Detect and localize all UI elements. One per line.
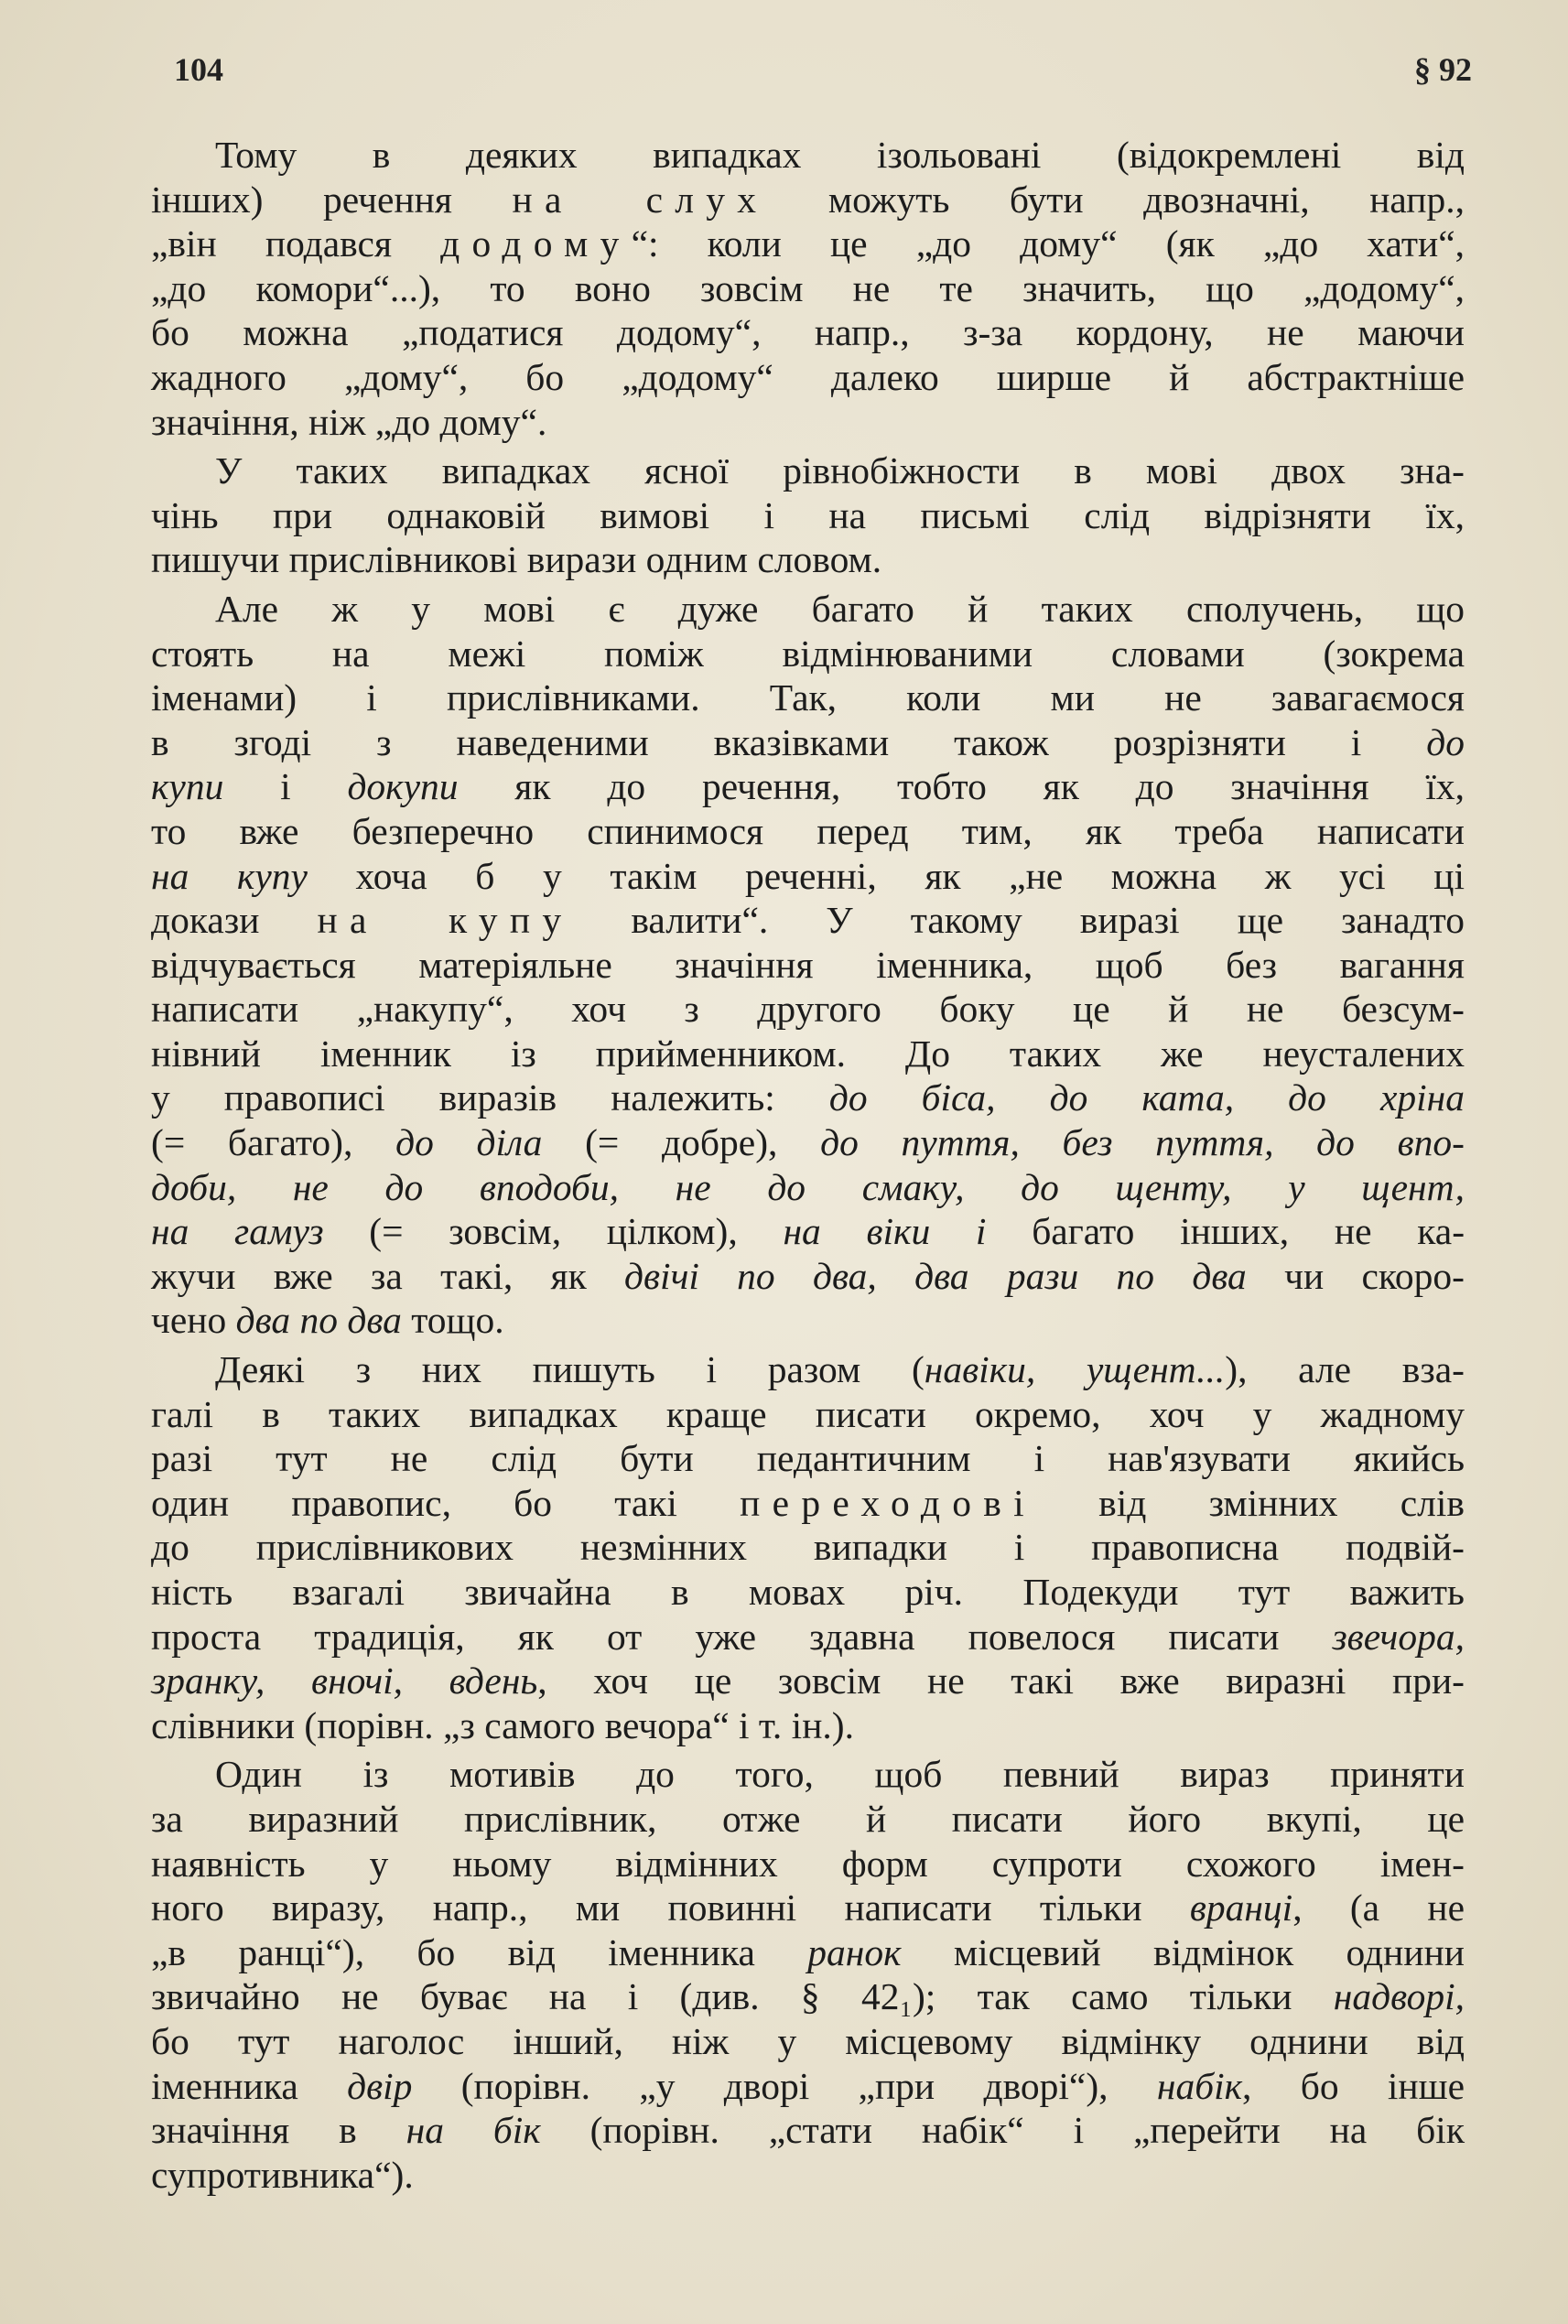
italic-term: двічі по два, два рази по два bbox=[624, 1254, 1247, 1297]
italic-term: купи bbox=[151, 765, 224, 808]
text-line bbox=[151, 1797, 1465, 1842]
text-line bbox=[151, 133, 1465, 178]
text-line bbox=[151, 587, 1465, 632]
text-line bbox=[151, 632, 1465, 676]
paragraph bbox=[151, 1752, 1465, 2197]
text-run: за виразний прислівник, отже й писати його вкупі, це bbox=[151, 1797, 1465, 1840]
text-run: валити“. У такому виразі ще занадто bbox=[573, 899, 1465, 942]
text-line bbox=[151, 355, 1465, 400]
italic-term: на купу bbox=[151, 854, 308, 897]
paragraph bbox=[151, 587, 1465, 1343]
text-run: „він подався bbox=[151, 222, 441, 265]
text-line bbox=[151, 1209, 1465, 1254]
text-run: в згоді з наведеними вказівками також розрізняти і bbox=[151, 720, 1427, 763]
text-run: від змінних слів bbox=[1035, 1481, 1465, 1524]
text-run: докази bbox=[151, 899, 318, 942]
text-run: ного виразу, напр., ми повинні написати тільки bbox=[151, 1886, 1190, 1929]
text-run: ність взагалі звичайна в мовах річ. Подекуди тут важить bbox=[151, 1571, 1465, 1613]
text-run: „в ранці“), бо від іменника bbox=[151, 1930, 808, 1973]
text-line bbox=[151, 1525, 1465, 1570]
text-line bbox=[151, 1886, 1465, 1930]
text-line bbox=[151, 2019, 1465, 2064]
text-run: (= зовсім, цілком), bbox=[323, 1210, 784, 1253]
text-run: до прислівникових незмінних випадки і правописна подвій- bbox=[151, 1526, 1465, 1569]
italic-term: до діла bbox=[395, 1121, 543, 1164]
italic-term: два по два bbox=[235, 1299, 402, 1342]
text-run: можуть бути двозначні, напр., bbox=[768, 178, 1465, 221]
text-line bbox=[151, 898, 1465, 943]
text-run: як до речення, тобто як до значіння їх, bbox=[458, 765, 1465, 808]
italic-term: до біса, до ката, до хріна bbox=[828, 1076, 1465, 1119]
text-run: “: коли це „до дому“ (як „до хати“, bbox=[631, 222, 1465, 265]
italic-term: надворі, bbox=[1333, 1975, 1465, 2018]
text-run: супротивника“). bbox=[151, 2153, 414, 2196]
italic-term: на віки і bbox=[783, 1210, 987, 1253]
text-line bbox=[151, 400, 1465, 445]
text-run: (= добре), bbox=[542, 1121, 821, 1164]
text-run: один правопис, бо такі bbox=[151, 1481, 741, 1524]
italic-term: зранку, вночі, вдень bbox=[151, 1659, 538, 1702]
text-run: іменами) і прислівниками. Так, коли ми не завагаємося bbox=[151, 676, 1465, 719]
text-run: пишучи прислівникові вирази одним словом. bbox=[151, 538, 882, 581]
italic-term: доби, не до вподоби, не до смаку, до щенту, у щент, bbox=[151, 1165, 1465, 1208]
text-line bbox=[151, 310, 1465, 355]
text-run: чи скоро- bbox=[1246, 1254, 1465, 1297]
text-line bbox=[151, 1347, 1465, 1392]
italic-term: до bbox=[1426, 720, 1465, 763]
text-line bbox=[151, 809, 1465, 854]
text-run: чінь при однаковій вимові і на письмі слід відрізняти їх, bbox=[151, 493, 1465, 536]
text-run: ), але вза- bbox=[1225, 1348, 1465, 1391]
text-run: відчувається матеріяльне значіння іменника, щоб без вагання bbox=[151, 943, 1465, 986]
text-line bbox=[151, 178, 1465, 222]
text-run: у правописі виразів належить: bbox=[151, 1076, 829, 1119]
text-line bbox=[151, 854, 1465, 899]
text-run: разі тут не слід бути педантичним і нав'язувати якийсь bbox=[151, 1437, 1465, 1480]
text-run: тощо. bbox=[401, 1299, 504, 1342]
text-line bbox=[151, 1481, 1465, 1526]
text-line bbox=[151, 2108, 1465, 2153]
text-line bbox=[151, 1615, 1465, 1659]
italic-term: докупи bbox=[347, 765, 459, 808]
text-run: багато інших, не ка- bbox=[986, 1210, 1465, 1253]
text-run: написати „накупу“, хоч з другого боку це й не безсум- bbox=[151, 988, 1465, 1031]
text-run: значіння, ніж „до дому“. bbox=[151, 400, 547, 443]
paragraph bbox=[151, 133, 1465, 444]
text-run: (= багато), bbox=[151, 1121, 396, 1164]
text-run: наявність у ньому відмінних форм супроти схожого імен- bbox=[151, 1842, 1465, 1885]
text-line bbox=[151, 449, 1465, 493]
text-line bbox=[151, 222, 1465, 266]
body-text bbox=[151, 133, 1465, 2197]
text-run: то вже безперечно спинимося перед тим, як треба написати bbox=[151, 809, 1465, 852]
text-line bbox=[151, 1570, 1465, 1615]
italic-term: до пуття, без пуття, до впо- bbox=[820, 1121, 1465, 1164]
text-line bbox=[151, 676, 1465, 720]
text-line bbox=[151, 1120, 1465, 1165]
text-line bbox=[151, 1254, 1465, 1299]
text-run: звичайно не буває на і (див. § 42₁); так само тільки bbox=[151, 1975, 1334, 2018]
paragraph bbox=[151, 1347, 1465, 1747]
italic-term: навіки, ущент... bbox=[924, 1348, 1226, 1391]
italic-term: на гамуз bbox=[151, 1210, 324, 1253]
text-line bbox=[151, 1703, 1465, 1748]
text-line bbox=[151, 2064, 1465, 2109]
text-run: і bbox=[223, 765, 348, 808]
text-line bbox=[151, 1974, 1465, 2019]
text-run: проста традиція, як от уже здавна повелося писати bbox=[151, 1615, 1333, 1658]
spaced-emphasis: переходові bbox=[740, 1481, 1036, 1524]
text-run: галі в таких випадках краще писати окремо, хоч у жадному bbox=[151, 1392, 1465, 1435]
text-run: „до комори“...), то воно зовсім не те значить, що „додому“, bbox=[151, 266, 1465, 309]
text-line bbox=[151, 1842, 1465, 1886]
spaced-emphasis: додому bbox=[440, 222, 632, 265]
italic-term: ранок bbox=[807, 1930, 902, 1973]
page-header bbox=[174, 50, 1472, 105]
text-run: стоять на межі поміж відмінюваними словами (зокрема bbox=[151, 632, 1465, 675]
text-run: Тому в деяких випадках ізольовані (відокремлені від bbox=[215, 134, 1465, 176]
text-run: (порівн. „у дворі „при дворі“), bbox=[412, 2064, 1157, 2107]
text-line bbox=[151, 1659, 1465, 1703]
text-run: слівники (порівн. „з самого вечора“ і т. ін.). bbox=[151, 1703, 854, 1746]
text-run: хоча б у такім реченні, як „не можна ж усі ці bbox=[307, 854, 1465, 897]
text-run: , бо інше bbox=[1242, 2064, 1465, 2107]
text-run: , (а не bbox=[1292, 1886, 1465, 1929]
text-line bbox=[151, 266, 1465, 311]
text-line bbox=[151, 1298, 1465, 1343]
italic-term: звечора, bbox=[1332, 1615, 1465, 1658]
text-line bbox=[151, 720, 1465, 765]
text-line bbox=[151, 1032, 1465, 1076]
italic-term: на бік bbox=[406, 2109, 541, 2152]
text-line bbox=[151, 493, 1465, 538]
text-line bbox=[151, 2153, 1465, 2198]
text-line bbox=[151, 1930, 1465, 1975]
text-run: чено bbox=[151, 1299, 236, 1342]
text-run: інших) речення bbox=[151, 178, 513, 221]
text-run: Деякі з них пишуть і разом ( bbox=[215, 1348, 925, 1391]
text-line bbox=[151, 1165, 1465, 1210]
text-run: нівний іменник із прийменником. До таких же неусталених bbox=[151, 1032, 1465, 1075]
text-run: іменника bbox=[151, 2064, 348, 2107]
text-run: , хоч це зовсім не такі вже виразні при- bbox=[537, 1659, 1465, 1702]
text-line bbox=[151, 1392, 1465, 1437]
text-line bbox=[151, 987, 1465, 1032]
italic-term: вранці bbox=[1189, 1886, 1293, 1929]
paragraph bbox=[151, 449, 1465, 582]
page-number: 104 bbox=[174, 51, 223, 88]
italic-term: набік bbox=[1156, 2064, 1243, 2107]
text-line bbox=[151, 943, 1465, 988]
text-run: Але ж у мові є дуже багато й таких сполучень, що bbox=[215, 587, 1465, 630]
text-line bbox=[151, 1752, 1465, 1797]
text-run: місцевий відмінок однини bbox=[901, 1930, 1465, 1973]
italic-term: двір bbox=[347, 2064, 413, 2107]
text-run: бо можна „податися додому“, напр., з-за кордону, не маючи bbox=[151, 311, 1465, 354]
text-run: значіння в bbox=[151, 2109, 406, 2152]
text-line bbox=[151, 764, 1465, 809]
text-run: жучи вже за такі, як bbox=[151, 1254, 625, 1297]
text-run: бо тут наголос інший, ніж у місцевому відмінку однини від bbox=[151, 2019, 1465, 2062]
text-run: У таких випадках ясної рівнобіжности в мові двох зна- bbox=[215, 449, 1465, 492]
section-number: § 92 bbox=[1414, 51, 1472, 88]
text-run: (порівн. „стати набік“ і „перейти на бік bbox=[540, 2109, 1465, 2152]
text-run: жадного „дому“, бо „додому“ далеко ширше й абстрактніше bbox=[151, 355, 1465, 398]
text-run: Один із мотивів до того, щоб певний вираз приняти bbox=[215, 1753, 1465, 1796]
spaced-emphasis: на купу bbox=[317, 899, 574, 942]
text-line bbox=[151, 537, 1465, 582]
text-line bbox=[151, 1076, 1465, 1120]
spaced-emphasis: на слух bbox=[512, 178, 769, 221]
text-line bbox=[151, 1436, 1465, 1481]
